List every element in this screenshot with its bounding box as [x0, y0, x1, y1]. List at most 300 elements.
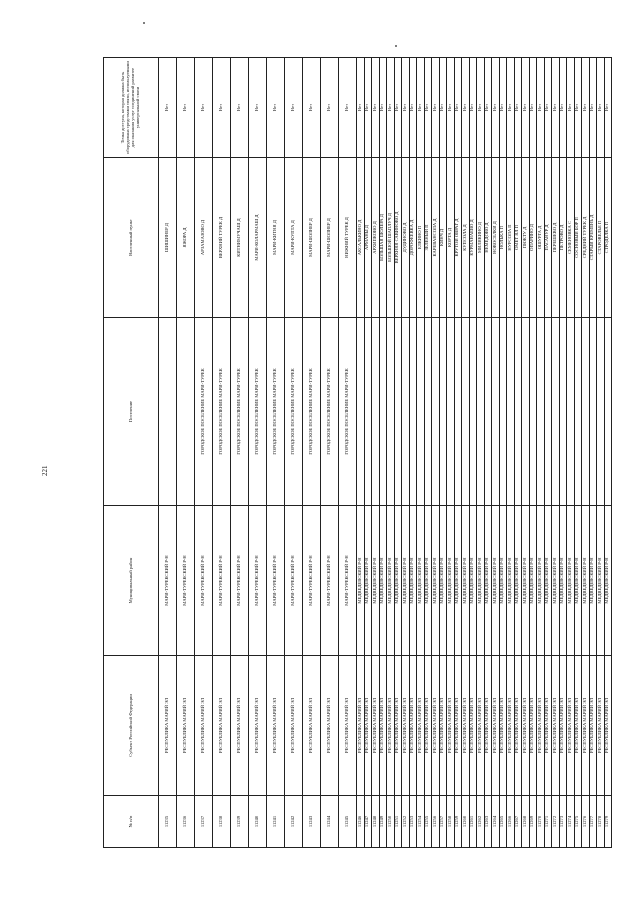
row-num: 11255	[424, 796, 432, 848]
row-access: Нет	[552, 58, 560, 158]
table-row	[213, 58, 231, 848]
row-district: МЕДВЕДЕВСКИЙ Р-Н	[574, 506, 582, 656]
table-row	[285, 58, 303, 848]
row-subject: РЕСПУБЛИКА МАРИЙ ЭЛ	[231, 656, 249, 796]
table-row	[321, 58, 339, 848]
row-locality: КУПСОЛА Д	[462, 158, 470, 318]
row-district: МЕДВЕДЕВСКИЙ Р-Н	[604, 506, 612, 656]
row-num: 11268	[522, 796, 530, 848]
row-num: 11242	[285, 796, 303, 848]
row-settlement	[477, 318, 485, 506]
row-district: МЕДВЕДЕВСКИЙ Р-Н	[582, 506, 590, 656]
row-num: 11279	[604, 796, 612, 848]
row-subject: РЕСПУБЛИКА МАРИЙ ЭЛ	[544, 656, 552, 796]
row-num: 11249	[379, 796, 387, 848]
row-district: МЕДВЕДЕВСКИЙ Р-Н	[409, 506, 417, 656]
row-settlement	[364, 318, 372, 506]
row-subject: РЕСПУБЛИКА МАРИЙ ЭЛ	[439, 656, 447, 796]
table-row	[574, 58, 582, 848]
row-district: МЕДВЕДЕВСКИЙ Р-Н	[499, 506, 507, 656]
row-locality: ПЮКТУ Д	[522, 158, 530, 318]
row-locality: КУРМАНАЕВО Д	[469, 158, 477, 318]
row-access: Нет	[454, 58, 462, 158]
row-district: МЕДВЕДЕВСКИЙ Р-Н	[417, 506, 425, 656]
row-district: МЕДВЕДЕВСКИЙ Р-Н	[477, 506, 485, 656]
header-district: Муниципальный район	[104, 506, 159, 656]
row-subject: РЕСПУБЛИКА МАРИЙ ЭЛ	[402, 656, 410, 796]
table-row	[604, 58, 612, 848]
row-locality: ДОРОФЕЕВКА Д	[409, 158, 417, 318]
row-access: Нет	[159, 58, 177, 158]
row-access: Нет	[409, 58, 417, 158]
row-num: 11277	[589, 796, 597, 848]
row-district: МЕДВЕДЕВСКИЙ Р-Н	[529, 506, 537, 656]
row-access: Нет	[267, 58, 285, 158]
row-num: 11272	[552, 796, 560, 848]
row-num: 11243	[303, 796, 321, 848]
row-subject: РЕСПУБЛИКА МАРИЙ ЭЛ	[462, 656, 470, 796]
row-access: Нет	[537, 58, 545, 158]
table-row	[339, 58, 357, 848]
row-settlement	[522, 318, 530, 506]
row-access: Нет	[492, 58, 500, 158]
table-row	[249, 58, 267, 848]
row-settlement	[507, 318, 515, 506]
table-row	[544, 58, 552, 848]
row-access: Нет	[357, 58, 365, 158]
row-subject: РЕСПУБЛИКА МАРИЙ ЭЛ	[574, 656, 582, 796]
row-num: 11278	[597, 796, 605, 848]
row-subject: РЕСПУБЛИКА МАРИЙ ЭЛ	[522, 656, 530, 796]
row-settlement	[529, 318, 537, 506]
table-header-row	[104, 58, 159, 848]
row-district: МЕДВЕДЕВСКИЙ Р-Н	[589, 506, 597, 656]
header-locality: Населенный пункт	[104, 158, 159, 318]
row-access: Нет	[432, 58, 440, 158]
row-district: МАРИ-ТУРЕКСКИЙ Р-Н	[231, 506, 249, 656]
row-num: 11270	[537, 796, 545, 848]
row-locality: МАРИ-КУПТА Д	[285, 158, 303, 318]
row-locality: КИНЧ Д	[439, 158, 447, 318]
row-locality: СТАРЫЙ КРЕМЕНЬ Д	[589, 158, 597, 318]
table-row	[597, 58, 605, 848]
row-district: МАРИ-ТУРЕКСКИЙ Р-Н	[339, 506, 357, 656]
row-locality: БОЛЬШАЯ ШОЛЕРА Д	[379, 158, 387, 318]
table-row	[303, 58, 321, 848]
row-access: Нет	[567, 58, 575, 158]
table-row	[582, 58, 590, 848]
row-locality: АРМАНЫ Д	[364, 158, 372, 318]
row-district: МЕДВЕДЕВСКИЙ Р-Н	[357, 506, 365, 656]
row-subject: РЕСПУБЛИКА МАРИЙ ЭЛ	[357, 656, 365, 796]
row-locality: СРЕДНИЙ ТУРЕК Д	[582, 158, 590, 318]
table-row	[432, 58, 440, 848]
row-access: Нет	[439, 58, 447, 158]
row-access: Нет	[469, 58, 477, 158]
row-settlement: ГОРОДСКОЕ ПОСЕЛЕНИЕ МАРИ-ТУРЕК	[267, 318, 285, 506]
row-locality: ВЕРХНЯЯ САВИНОВО Д	[394, 158, 402, 318]
row-num: 11261	[469, 796, 477, 848]
row-district: МЕДВЕДЕВСКИЙ Р-Н	[597, 506, 605, 656]
row-subject: РЕСПУБЛИКА МАРИЙ ЭЛ	[484, 656, 492, 796]
row-locality: ОПАРИНО Д	[529, 158, 537, 318]
row-num: 11258	[447, 796, 455, 848]
row-locality: ОМЕТ ЯЛ П	[514, 158, 522, 318]
row-subject: РЕСПУБЛИКА МАРИЙ ЭЛ	[195, 656, 213, 796]
row-subject: РЕСПУБЛИКА МАРИЙ ЭЛ	[285, 656, 303, 796]
table-row	[507, 58, 515, 848]
row-num: 11251	[394, 796, 402, 848]
row-access: Нет	[213, 58, 231, 158]
scan-speck	[395, 45, 397, 47]
row-settlement	[372, 318, 380, 506]
row-locality: БОЛЬШОЙ ШАПЛУЧ Д	[387, 158, 395, 318]
row-district: МЕДВЕДЕВСКИЙ Р-Н	[432, 506, 440, 656]
row-subject: РЕСПУБЛИКА МАРИЙ ЭЛ	[249, 656, 267, 796]
row-district: МЕДВЕДЕВСКИЙ Р-Н	[522, 506, 530, 656]
table-row	[364, 58, 372, 848]
table-row	[231, 58, 249, 848]
row-settlement: ГОРОДСКОЕ ПОСЕЛЕНИЕ МАРИ-ТУРЕК	[213, 318, 231, 506]
row-num: 11244	[321, 796, 339, 848]
row-settlement	[387, 318, 395, 506]
row-district: МЕДВЕДЕВСКИЙ Р-Н	[402, 506, 410, 656]
row-district: МАРИ-ТУРЕКСКИЙ Р-Н	[285, 506, 303, 656]
row-access: Нет	[507, 58, 515, 158]
row-subject: РЕСПУБЛИКА МАРИЙ ЭЛ	[469, 656, 477, 796]
row-subject: РЕСПУБЛИКА МАРИЙ ЭЛ	[364, 656, 372, 796]
row-subject: РЕСПУБЛИКА МАРИЙ ЭЛ	[177, 656, 195, 796]
table-row	[462, 58, 470, 848]
table-row	[559, 58, 567, 848]
row-num: 11269	[529, 796, 537, 848]
row-access: Нет	[529, 58, 537, 158]
row-num: 11253	[409, 796, 417, 848]
row-settlement	[417, 318, 425, 506]
row-locality: АКСАЛЬКИНО Д	[357, 158, 365, 318]
row-settlement	[492, 318, 500, 506]
row-settlement	[604, 318, 612, 506]
row-district: МЕДВЕДЕВСКИЙ Р-Н	[469, 506, 477, 656]
row-access: Нет	[559, 58, 567, 158]
row-access: Нет	[231, 58, 249, 158]
row-district: МЕДВЕДЕВСКИЙ Р-Н	[439, 506, 447, 656]
row-locality: КРУТОЙ ОВРАГ Д	[454, 158, 462, 318]
table-row	[417, 58, 425, 848]
row-district: МАРИ-ТУРЕКСКИЙ Р-Н	[249, 506, 267, 656]
table-row	[477, 58, 485, 848]
header-access-point: Точка доступа, которая должна быть оборудована средствами связи, используемыми для оказания услуг соединений развитее универсальной связи	[104, 58, 159, 158]
row-num: 11250	[387, 796, 395, 848]
row-subject: РЕСПУБЛИКА МАРИЙ ЭЛ	[492, 656, 500, 796]
row-subject: РЕСПУБЛИКА МАРИЙ ЭЛ	[447, 656, 455, 796]
row-num: 11246	[357, 796, 365, 848]
row-access: Нет	[604, 58, 612, 158]
row-locality: НОЛЬКА П	[499, 158, 507, 318]
row-locality: МАРИ-КОЛАРМАШ Д	[249, 158, 267, 318]
row-settlement: ГОРОДСКОЕ ПОСЕЛЕНИЕ МАРИ-ТУРЕК	[303, 318, 321, 506]
row-subject: РЕСПУБЛИКА МАРИЙ ЭЛ	[537, 656, 545, 796]
row-num: 11263	[484, 796, 492, 848]
table-row	[492, 58, 500, 848]
row-district: МЕДВЕДЕВСКИЙ Р-Н	[492, 506, 500, 656]
table-row	[484, 58, 492, 848]
row-district: МАРИ-ТУРЕКСКИЙ Р-Н	[321, 506, 339, 656]
row-district: МАРИ-ТУРЕКСКИЙ Р-Н	[177, 506, 195, 656]
row-district: МАРИ-ТУРЕКСКИЙ Р-Н	[213, 506, 231, 656]
row-subject: РЕСПУБЛИКА МАРИЙ ЭЛ	[409, 656, 417, 796]
row-settlement	[589, 318, 597, 506]
row-settlement	[402, 318, 410, 506]
row-num: 11252	[402, 796, 410, 848]
row-settlement	[537, 318, 545, 506]
row-district: МЕДВЕДЕВСКИЙ Р-Н	[559, 506, 567, 656]
row-district: МАРИ-ТУРЕКСКИЙ Р-Н	[267, 506, 285, 656]
row-subject: РЕСПУБЛИКА МАРИЙ ЭЛ	[303, 656, 321, 796]
row-subject: РЕСПУБЛИКА МАРИЙ ЭЛ	[552, 656, 560, 796]
row-num: 11275	[574, 796, 582, 848]
row-locality: СЕМЕНОВКА С	[567, 158, 575, 318]
row-locality: МАРИ-КИТНЯ Д	[267, 158, 285, 318]
row-num: 11264	[492, 796, 500, 848]
row-settlement: ГОРОДСКОЕ ПОСЕЛЕНИЕ МАРИ-ТУРЕК	[339, 318, 357, 506]
row-num: 11241	[267, 796, 285, 848]
row-locality: МИЛЯКИНО Д	[477, 158, 485, 318]
table-row	[529, 58, 537, 848]
row-district: МЕДВЕДЕВСКИЙ Р-Н	[447, 506, 455, 656]
row-settlement	[394, 318, 402, 506]
row-district: МЕДВЕДЕВСКИЙ Р-Н	[507, 506, 515, 656]
row-access: Нет	[462, 58, 470, 158]
row-locality: ЗЕЛЕНЫЙ П	[424, 158, 432, 318]
row-subject: РЕСПУБЛИКА МАРИЙ ЭЛ	[432, 656, 440, 796]
table-row	[447, 58, 455, 848]
row-locality: СТРОДЕЛКА П	[604, 158, 612, 318]
row-access: Нет	[484, 58, 492, 158]
table-row	[522, 58, 530, 848]
row-district: МЕДВЕДЕВСКИЙ Р-Н	[462, 506, 470, 656]
row-locality: ЕЛКИНО П	[417, 158, 425, 318]
row-access: Нет	[379, 58, 387, 158]
row-num: 11240	[249, 796, 267, 848]
table-row	[567, 58, 575, 848]
row-access: Нет	[499, 58, 507, 158]
row-locality: СОСНОВЫЙ БОР П	[574, 158, 582, 318]
row-locality: ЯЖОРА Д	[177, 158, 195, 318]
settlements-table	[103, 57, 612, 848]
row-num: 11254	[417, 796, 425, 848]
row-locality: КАРЕВАНСОЛА Д	[432, 158, 440, 318]
row-subject: РЕСПУБЛИКА МАРИЙ ЭЛ	[387, 656, 395, 796]
row-locality: НЕМЕДОВО Д	[484, 158, 492, 318]
table-row	[424, 58, 432, 848]
row-access: Нет	[387, 58, 395, 158]
row-num: 11238	[213, 796, 231, 848]
row-locality: КИТНИМУЧАШ Д	[231, 158, 249, 318]
row-access: Нет	[249, 58, 267, 158]
row-locality: ШИШИНЕР Д	[159, 158, 177, 318]
table-row	[372, 58, 380, 848]
table-row	[409, 58, 417, 848]
row-subject: РЕСПУБЛИКА МАРИЙ ЭЛ	[339, 656, 357, 796]
row-settlement	[177, 318, 195, 506]
table-row	[537, 58, 545, 848]
row-locality: ПАСАНУР Д	[544, 158, 552, 318]
row-settlement: ГОРОДСКОЕ ПОСЕЛЕНИЕ МАРИ-ТУРЕК	[249, 318, 267, 506]
row-locality: ОШУРГА Д	[537, 158, 545, 318]
row-num: 11239	[231, 796, 249, 848]
row-access: Нет	[574, 58, 582, 158]
row-district: МЕДВЕДЕВСКИЙ Р-Н	[484, 506, 492, 656]
row-locality: НИЖНИЙ ТУРЕК Д	[339, 158, 357, 318]
row-access: Нет	[372, 58, 380, 158]
table-body	[159, 58, 612, 848]
row-num: 11256	[432, 796, 440, 848]
header-subject: Субъект Российской Федерации	[104, 656, 159, 796]
row-settlement: ГОРОДСКОЕ ПОСЕЛЕНИЕ МАРИ-ТУРЕК	[321, 318, 339, 506]
row-district: МЕДВЕДЕВСКИЙ Р-Н	[424, 506, 432, 656]
row-district: МЕДВЕДЕВСКИЙ Р-Н	[372, 506, 380, 656]
row-access: Нет	[522, 58, 530, 158]
row-settlement	[469, 318, 477, 506]
row-settlement	[499, 318, 507, 506]
scan-speck	[143, 22, 145, 24]
row-access: Нет	[195, 58, 213, 158]
header-settlement: Поселение	[104, 318, 159, 506]
table-row	[357, 58, 365, 848]
row-district: МЕДВЕДЕВСКИЙ Р-Н	[544, 506, 552, 656]
row-num: 11271	[544, 796, 552, 848]
row-settlement	[439, 318, 447, 506]
row-access: Нет	[582, 58, 590, 158]
row-num: 11248	[372, 796, 380, 848]
row-locality: ПЕРЕШЕВО Д	[552, 158, 560, 318]
row-district: МАРИ-ТУРЕКСКИЙ Р-Н	[195, 506, 213, 656]
row-num: 11245	[339, 796, 357, 848]
row-subject: РЕСПУБЛИКА МАРИЙ ЭЛ	[597, 656, 605, 796]
row-settlement: ГОРОДСКОЕ ПОСЕЛЕНИЕ МАРИ-ТУРЕК	[231, 318, 249, 506]
row-district: МЕДВЕДЕВСКИЙ Р-Н	[514, 506, 522, 656]
row-num: 11236	[177, 796, 195, 848]
table-row	[177, 58, 195, 848]
table-row	[402, 58, 410, 848]
row-locality: ПЕТРОВО Д	[559, 158, 567, 318]
row-access: Нет	[447, 58, 455, 158]
table-row	[379, 58, 387, 848]
row-access: Нет	[597, 58, 605, 158]
row-subject: РЕСПУБЛИКА МАРИЙ ЭЛ	[604, 656, 612, 796]
row-settlement	[544, 318, 552, 506]
row-settlement	[582, 318, 590, 506]
row-settlement	[379, 318, 387, 506]
table-row	[387, 58, 395, 848]
row-access: Нет	[514, 58, 522, 158]
row-subject: РЕСПУБЛИКА МАРИЙ ЭЛ	[372, 656, 380, 796]
row-num: 11260	[462, 796, 470, 848]
row-subject: РЕСПУБЛИКА МАРИЙ ЭЛ	[507, 656, 515, 796]
row-num: 11266	[507, 796, 515, 848]
row-subject: РЕСПУБЛИКА МАРИЙ ЭЛ	[499, 656, 507, 796]
row-subject: РЕСПУБЛИКА МАРИЙ ЭЛ	[321, 656, 339, 796]
header-num: № п/п	[104, 796, 159, 848]
row-subject: РЕСПУБЛИКА МАРИЙ ЭЛ	[159, 656, 177, 796]
row-access: Нет	[339, 58, 357, 158]
row-district: МЕДВЕДЕВСКИЙ Р-Н	[552, 506, 560, 656]
row-locality: КОРТА Д	[447, 158, 455, 318]
row-locality: НОВОСЕЛКИ Д	[492, 158, 500, 318]
row-num: 11237	[195, 796, 213, 848]
table-row	[454, 58, 462, 848]
row-district: МЕДВЕДЕВСКИЙ Р-Н	[537, 506, 545, 656]
table-row	[469, 58, 477, 848]
row-settlement	[559, 318, 567, 506]
rotated-table-wrapper	[103, 58, 610, 848]
row-district: МЕДВЕДЕВСКИЙ Р-Н	[387, 506, 395, 656]
table-row	[195, 58, 213, 848]
row-num: 11273	[559, 796, 567, 848]
table-row	[552, 58, 560, 848]
row-subject: РЕСПУБЛИКА МАРИЙ ЭЛ	[417, 656, 425, 796]
row-num: 11259	[454, 796, 462, 848]
row-settlement	[484, 318, 492, 506]
row-settlement	[597, 318, 605, 506]
row-subject: РЕСПУБЛИКА МАРИЙ ЭЛ	[514, 656, 522, 796]
row-settlement	[432, 318, 440, 506]
row-locality: СТАРОВЕЛЬЕ П	[597, 158, 605, 318]
row-num: 11262	[477, 796, 485, 848]
row-subject: РЕСПУБЛИКА МАРИЙ ЭЛ	[559, 656, 567, 796]
row-settlement	[159, 318, 177, 506]
row-district: МЕДВЕДЕВСКИЙ Р-Н	[379, 506, 387, 656]
row-district: МЕДВЕДЕВСКИЙ Р-Н	[394, 506, 402, 656]
row-subject: РЕСПУБЛИКА МАРИЙ ЭЛ	[213, 656, 231, 796]
row-access: Нет	[589, 58, 597, 158]
row-locality: АРХИПКОВО Д	[372, 158, 380, 318]
row-num: 11276	[582, 796, 590, 848]
row-settlement	[424, 318, 432, 506]
row-settlement	[409, 318, 417, 506]
row-district: МЕДВЕДЕВСКИЙ Р-Н	[364, 506, 372, 656]
row-access: Нет	[402, 58, 410, 158]
row-num: 11235	[159, 796, 177, 848]
row-access: Нет	[477, 58, 485, 158]
row-district: МЕДВЕДЕВСКИЙ Р-Н	[454, 506, 462, 656]
row-subject: РЕСПУБЛИКА МАРИЙ ЭЛ	[477, 656, 485, 796]
row-access: Нет	[417, 58, 425, 158]
row-locality: НУРСОЛА П	[507, 158, 515, 318]
row-access: Нет	[177, 58, 195, 158]
row-locality: МАРИ-ШОЛНЕР Д	[321, 158, 339, 318]
row-settlement	[447, 318, 455, 506]
table-row	[267, 58, 285, 848]
row-subject: РЕСПУБЛИКА МАРИЙ ЭЛ	[529, 656, 537, 796]
row-locality: МАРИ-ШОЛНЕР Д	[303, 158, 321, 318]
row-num: 11265	[499, 796, 507, 848]
row-settlement	[514, 318, 522, 506]
row-access: Нет	[544, 58, 552, 158]
table-row	[589, 58, 597, 848]
row-access: Нет	[285, 58, 303, 158]
row-subject: РЕСПУБЛИКА МАРИЙ ЭЛ	[424, 656, 432, 796]
row-settlement	[574, 318, 582, 506]
row-settlement	[552, 318, 560, 506]
row-district: МАРИ-ТУРЕКСКИЙ Р-Н	[303, 506, 321, 656]
row-num: 11274	[567, 796, 575, 848]
row-access: Нет	[424, 58, 432, 158]
row-access: Нет	[321, 58, 339, 158]
row-subject: РЕСПУБЛИКА МАРИЙ ЭЛ	[267, 656, 285, 796]
table-row	[394, 58, 402, 848]
